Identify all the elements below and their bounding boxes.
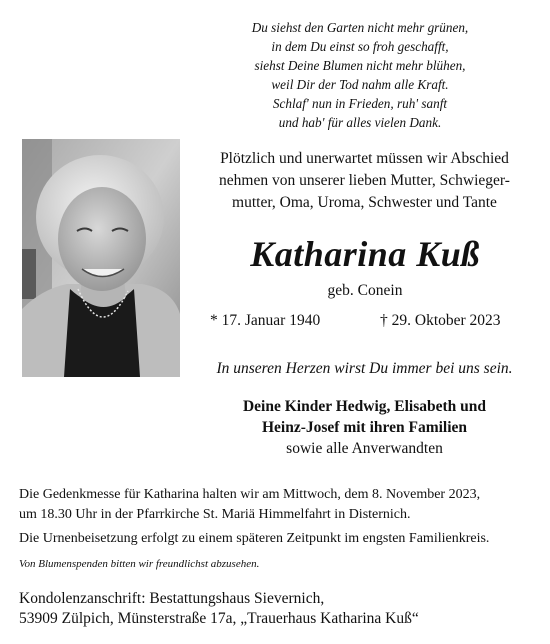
announcement-line: Plötzlich und unerwartet müssen wir Abschied bbox=[220, 150, 509, 167]
mass-line: Die Gedenkmesse für Katharina halten wir am Mittwoch, dem 8. November 2023, bbox=[19, 487, 481, 502]
poem-line: in dem Du einst so froh geschafft, bbox=[271, 39, 449, 54]
relatives-line: sowie alle Anverwandten bbox=[286, 440, 443, 457]
mourners-line: Deine Kinder Hedwig, Elisabeth und bbox=[242, 398, 487, 415]
portrait-illustration bbox=[22, 139, 180, 377]
mourners-line: Heinz-Josef mit ihren Familien bbox=[261, 419, 468, 436]
mass-line: um 18.30 Uhr in der Pfarrkirche St. Mariä Himmelfahrt in Disternich. bbox=[19, 507, 411, 522]
deceased-name: Katharina Kuß bbox=[250, 234, 480, 274]
flowers-notice: Von Blumenspenden bitten wir freundlichst abzusehen. bbox=[19, 558, 260, 570]
memory-line: In unseren Herzen wirst Du immer bei uns sein. bbox=[216, 360, 513, 377]
death-date: † 29. Oktober 2023 bbox=[380, 312, 501, 329]
memorial-mass-notice bbox=[19, 485, 534, 525]
announcement-text bbox=[192, 148, 537, 214]
birth-date: * 17. Januar 1940 bbox=[210, 312, 321, 329]
poem bbox=[210, 18, 510, 132]
poem-line: und hab' für alles vielen Dank. bbox=[278, 115, 442, 130]
announcement-line: nehmen von unserer lieben Mutter, Schwieger- bbox=[219, 172, 510, 189]
address-line: Kondolenzanschrift: Bestattungshaus Sievernich, bbox=[19, 590, 325, 607]
poem-line: Schlaf' nun in Frieden, ruh' sanft bbox=[272, 96, 448, 111]
poem-line: weil Dir der Tod nahm alle Kraft. bbox=[271, 77, 449, 92]
maiden-name: geb. Conein bbox=[327, 282, 403, 299]
portrait-photo bbox=[22, 139, 180, 377]
condolence-address bbox=[19, 589, 534, 629]
mourners bbox=[192, 396, 537, 438]
address-line: 53909 Zülpich, Münsterstraße 17a, „Trauerhaus Katharina Kuß“ bbox=[19, 610, 419, 627]
announcement-line: mutter, Oma, Uroma, Schwester und Tante bbox=[232, 194, 497, 211]
poem-line: Du siehst den Garten nicht mehr grünen, bbox=[251, 20, 469, 35]
poem-line: siehst Deine Blumen nicht mehr blühen, bbox=[254, 58, 466, 73]
urn-burial-notice: Die Urnenbeisetzung erfolgt zu einem späteren Zeitpunkt im engsten Familienkreis. bbox=[19, 531, 490, 546]
